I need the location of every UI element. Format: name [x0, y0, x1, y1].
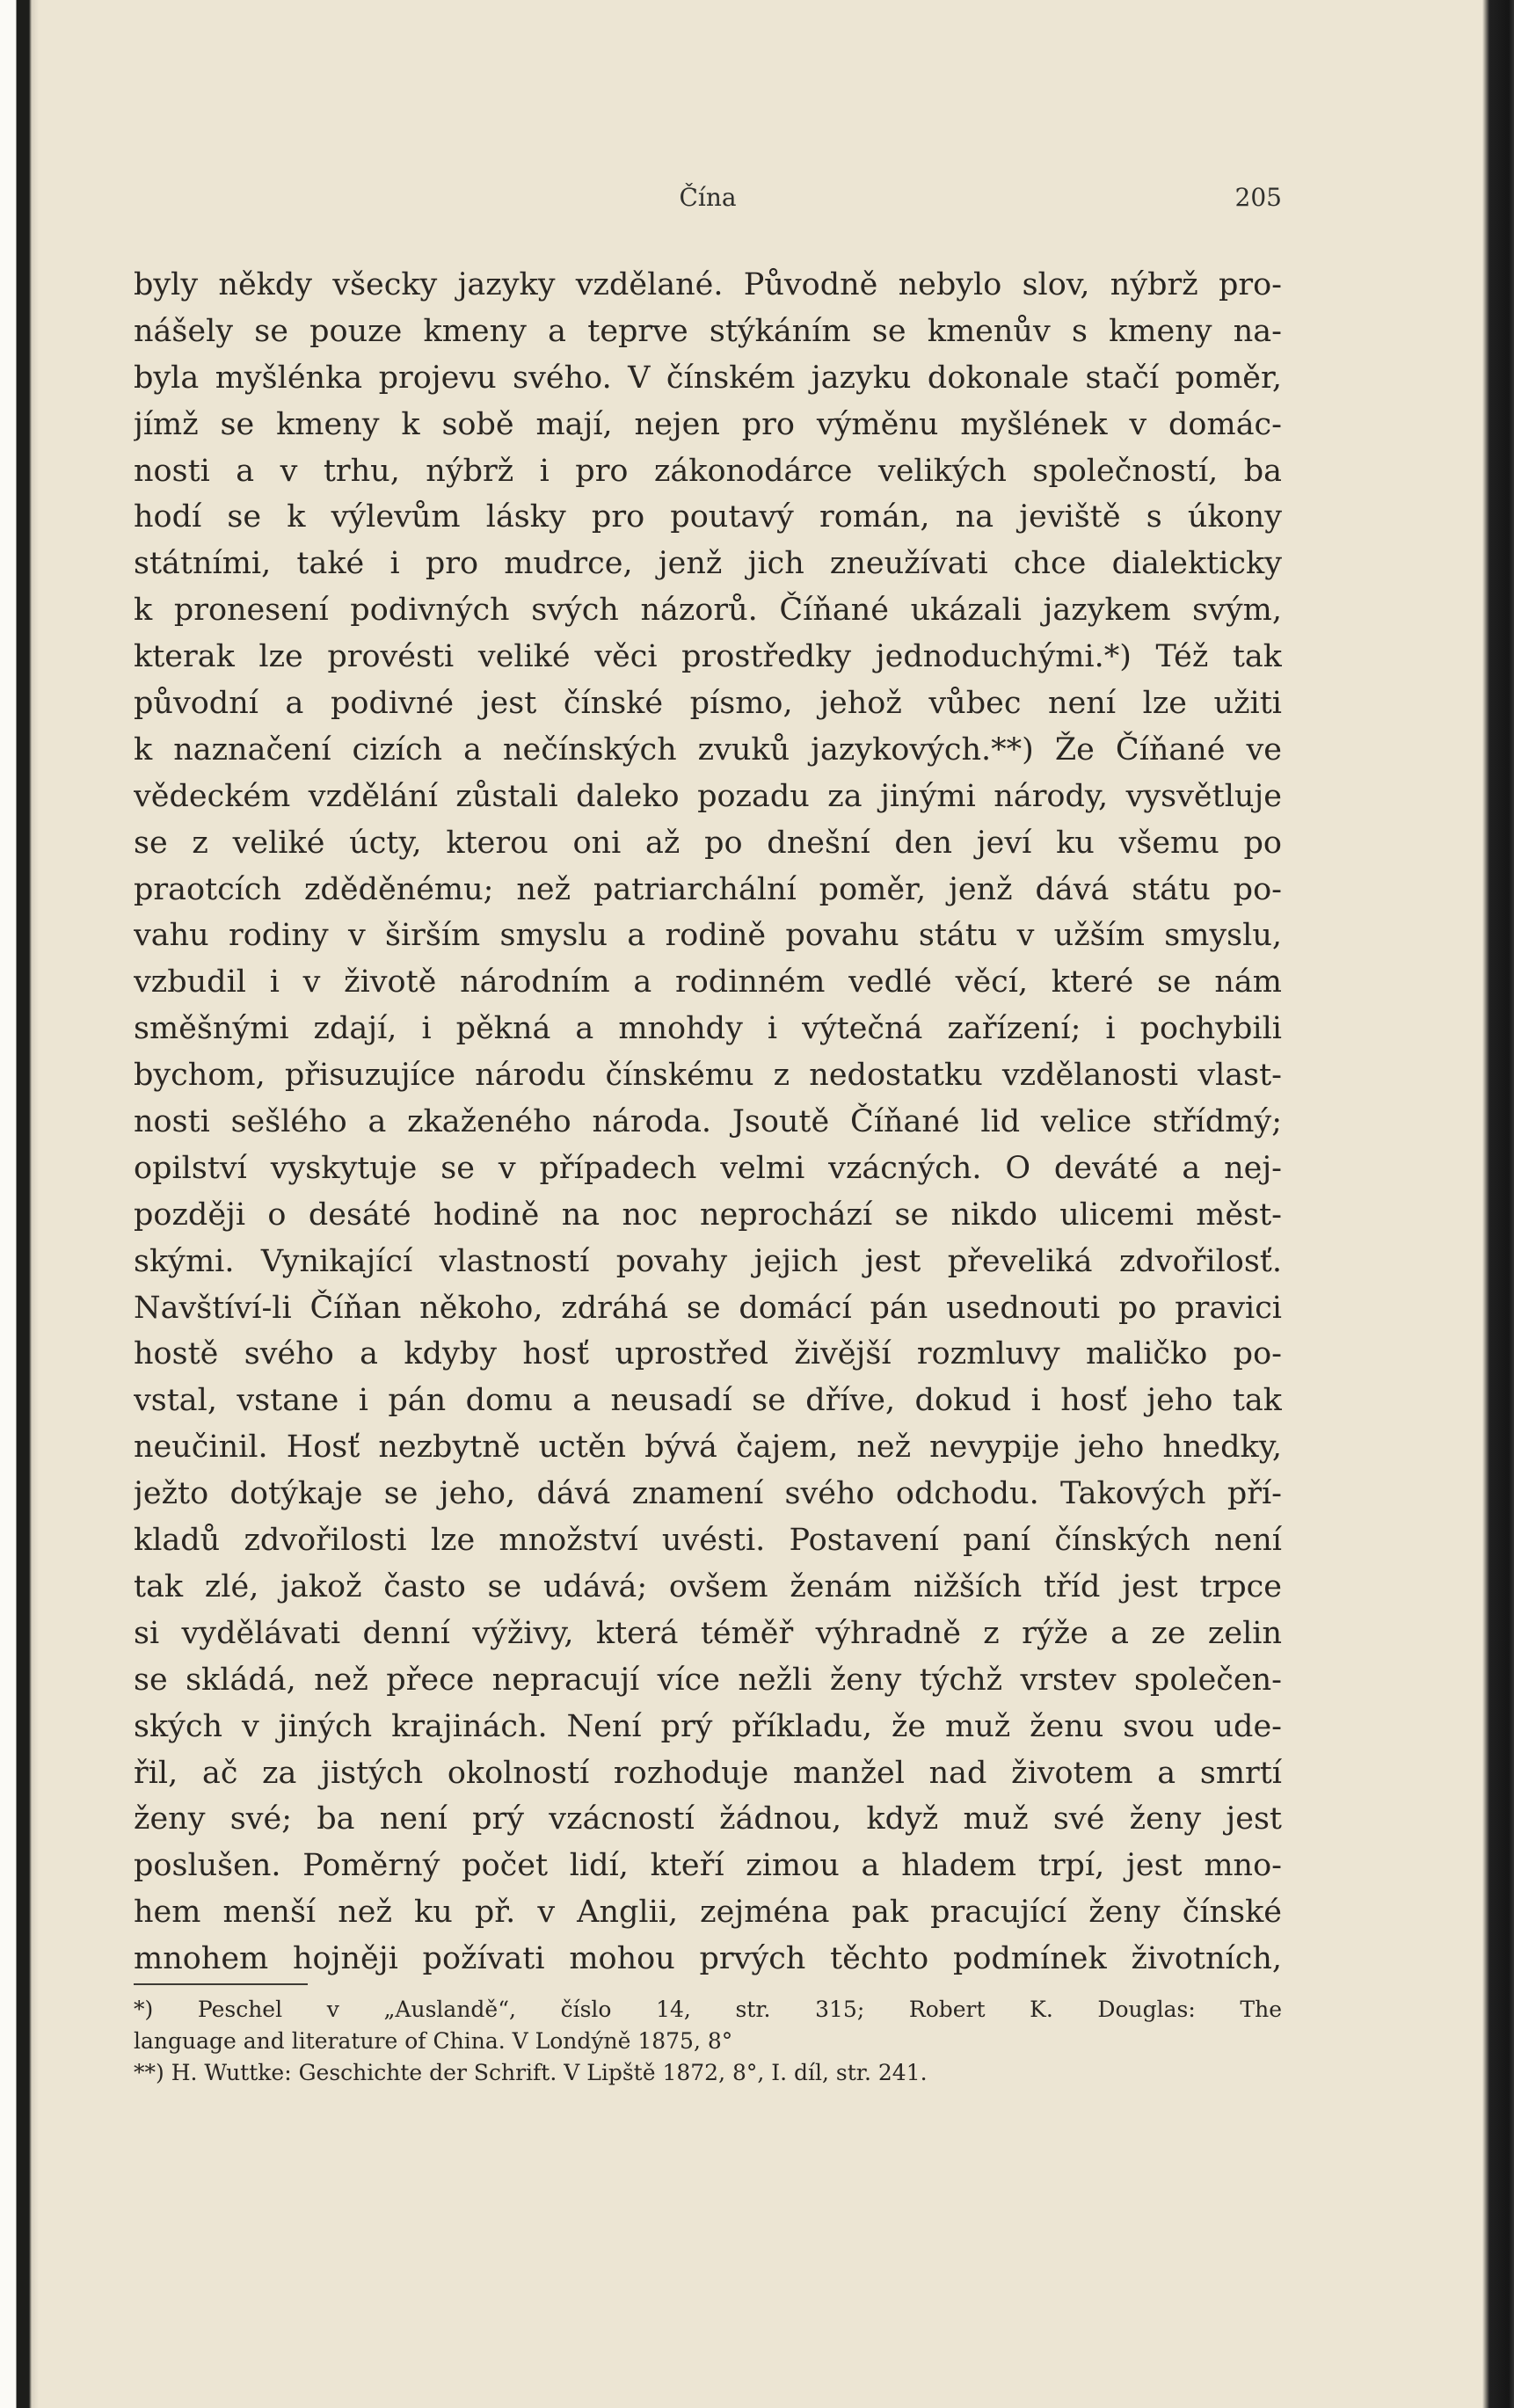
- text-line: skými. Vynikající vlastností povahy jejich jest převeliká zdvořilosť.: [134, 1243, 1282, 1279]
- text-line: opilství vyskytuje se v případech velmi vzácných. O deváté a nej-: [134, 1150, 1282, 1186]
- main-text: [134, 262, 1282, 1982]
- text-line: později o desáté hodině na noc neprochází se nikdo ulicemi měst-: [134, 1197, 1282, 1233]
- text-line: hostě svého a kdyby hosť uprostřed živější rozmluvy maličko po-: [134, 1336, 1282, 1372]
- text-line: Navštíví-li Číňan někoho, zdráhá se domácí pán usednouti po pravici: [134, 1290, 1282, 1326]
- text-line: jímž se kmeny k sobě mají, nejen pro výměnu myšlének v domác-: [134, 406, 1282, 442]
- text-line: vstal, vstane i pán domu a neusadí se dříve, dokud i hosť jeho tak: [134, 1383, 1282, 1419]
- text-line: hodí se k výlevům lásky pro poutavý román, na jeviště s úkony: [134, 499, 1282, 535]
- text-line: se skládá, než přece nepracují více nežli ženy týchž vrstev společen-: [134, 1662, 1282, 1698]
- text-line: nosti a v trhu, nýbrž i pro zákonodárce velikých společností, ba: [134, 453, 1282, 489]
- page-right-edge: [1482, 0, 1514, 2408]
- text-line: původní a podivné jest čínské písmo, jehož vůbec není lze užiti: [134, 686, 1282, 722]
- text-line: hem menší než ku př. v Anglii, zejména pak pracující ženy čínské: [134, 1895, 1282, 1931]
- text-line: kladů zdvořilosti lze množství uvésti. Postavení paní čínských není: [134, 1523, 1282, 1559]
- footnote-divider: [134, 1983, 308, 1985]
- text-line: k naznačení cizích a nečínských zvuků jazykových.**) Že Číňané ve: [134, 731, 1282, 768]
- text-line: vzbudil i v životě národním a rodinném vedlé věcí, které se nám: [134, 964, 1282, 1000]
- text-line: si vydělávati denní výživy, která téměř výhradně z rýže a ze zelin: [134, 1615, 1282, 1651]
- running-head: Čína: [679, 183, 737, 212]
- text-line: byla myšlénka projevu svého. V čínském jazyku dokonale stačí poměr,: [134, 360, 1282, 396]
- footnote-line: *) Peschel v „Auslandě“, číslo 14, str. 315; Robert K. Douglas: The: [134, 1997, 1282, 2022]
- text-line: k pronesení podivných svých názorů. Číňané ukázali jazykem svým,: [134, 593, 1282, 629]
- text-line: ježto dotýkaje se jeho, dává znamení svého odchodu. Takových pří-: [134, 1476, 1282, 1512]
- text-line: nosti sešlého a zkaženého národa. Jsoutě Číňané lid velice střídmý;: [134, 1104, 1282, 1140]
- text-line: byly někdy všecky jazyky vzdělané. Původně nebylo slov, nýbrž pro-: [134, 267, 1282, 302]
- text-line: praotcích zděděnému; než patriarchální poměr, jenž dává státu po-: [134, 871, 1282, 907]
- text-line: řil, ač za jistých okolností rozhoduje manžel nad životem a smrtí: [134, 1755, 1282, 1791]
- page-left-edge: [0, 0, 39, 2408]
- text-line: tak zlé, jakož často se udává; ovšem ženám nižších tříd jest trpce: [134, 1568, 1282, 1604]
- text-line: poslušen. Poměrný počet lidí, kteří zimou a hladem trpí, jest mno-: [134, 1848, 1282, 1884]
- text-line: státními, také i pro mudrce, jenž jich zneužívati chce dialekticky: [134, 546, 1282, 582]
- text-line: ženy své; ba není prý vzácností žádnou, když muž své ženy jest: [134, 1801, 1282, 1837]
- footnotes: [134, 1994, 1282, 2089]
- text-line: kterak lze provésti veliké věci prostředky jednoduchými.*) Též tak: [134, 639, 1282, 675]
- footnote-line: **) H. Wuttke: Geschichte der Schrift. V Lipště 1872, 8°, I. díl, str. 241.: [134, 2060, 928, 2085]
- text-line: bychom, přisuzujíce národu čínskému z nedostatku vzdělanosti vlast-: [134, 1058, 1282, 1094]
- text-line: neučinil. Hosť nezbytně uctěn bývá čajem, než nevypije jeho hnedky,: [134, 1430, 1282, 1466]
- text-line: se z veliké úcty, kterou oni až po dnešní den jeví ku všemu po: [134, 825, 1282, 861]
- text-line: mnohem hojněji požívati mohou prvých těchto podmínek životních,: [134, 1941, 1282, 1977]
- text-line: ských v jiných krajinách. Není prý příkladu, že muž ženu svou ude-: [134, 1708, 1282, 1744]
- text-line: vědeckém vzdělání zůstali daleko pozadu za jinými národy, vysvětluje: [134, 778, 1282, 814]
- text-line: směšnými zdají, i pěkná a mnohdy i výtečná zařízení; i pochybili: [134, 1011, 1282, 1047]
- text-line: vahu rodiny v širším smyslu a rodině povahu státu v užším smyslu,: [134, 918, 1282, 954]
- page-number: 205: [1234, 183, 1282, 212]
- text-line: nášely se pouze kmeny a teprve stýkáním se kmenův s kmeny na-: [134, 313, 1282, 349]
- footnote-line: language and literature of China. V Londýně 1875, 8°: [134, 2028, 733, 2054]
- page-header: [134, 180, 1282, 215]
